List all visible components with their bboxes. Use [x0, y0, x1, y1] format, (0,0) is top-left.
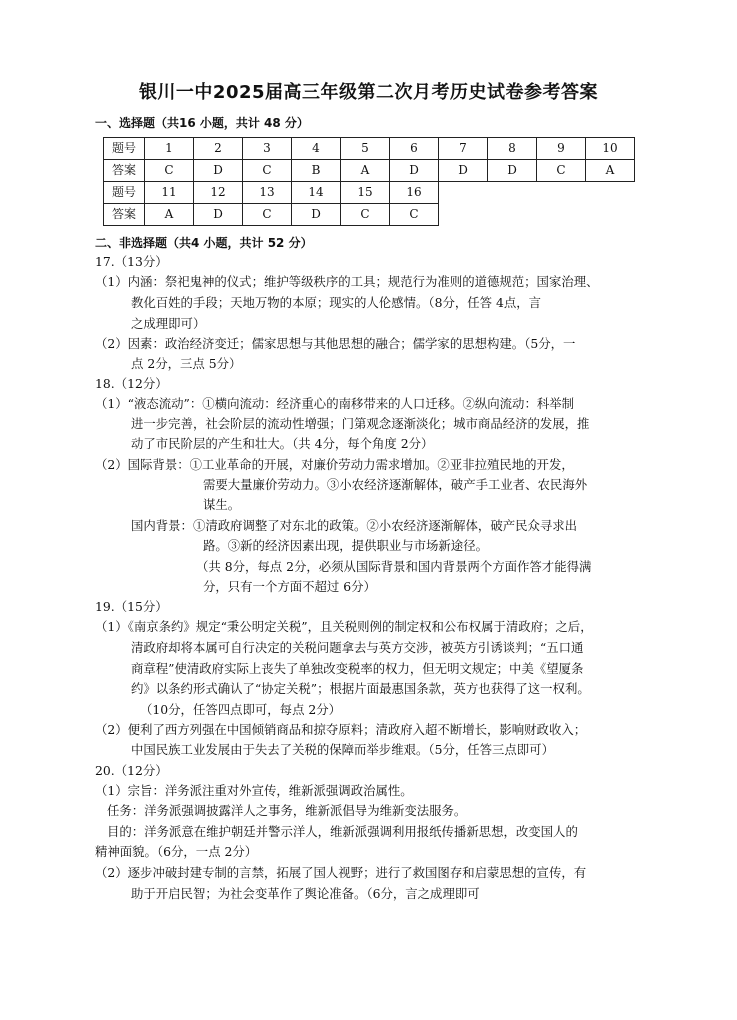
table-cell: C: [243, 160, 292, 182]
table-cell: 2: [194, 138, 243, 160]
answer-line: （共 8分，每点 2分，必须从国际背景和国内背景两个方面作答才能得满: [196, 559, 592, 574]
question-heading: 20.（12分）: [95, 763, 168, 778]
table-cell: 12: [194, 182, 243, 204]
answer-line: 目的：洋务派意在维护朝廷并警示洋人，维新派强调利用报纸传播新思想，改变国人的: [107, 824, 578, 839]
table-row: [104, 204, 635, 226]
table-cell: A: [145, 204, 194, 226]
table-cell: D: [292, 204, 341, 226]
answer-line: 约》以条约形式确认了“协定关税”；根据片面最惠国条款，英方也获得了这一权利。: [131, 681, 590, 696]
table-cell: A: [586, 160, 635, 182]
table-cell: A: [341, 160, 390, 182]
table-row: [104, 138, 635, 160]
table-cell: 13: [243, 182, 292, 204]
answer-line: （1）《南京条约》规定“秉公明定关税”，且关税则例的制定权和公布权属于清政府；之后，: [95, 619, 593, 634]
answer-line: （2）便利了西方列强在中国倾销商品和掠夺原料；清政府入超不断增长，影响财政收入；: [95, 722, 587, 737]
answer-label: 答案: [104, 204, 145, 226]
table-cell: C: [145, 160, 194, 182]
answer-table: [103, 137, 635, 226]
question-number-label: 题号: [104, 182, 145, 204]
table-cell: D: [439, 160, 488, 182]
question-heading: 17.（13分）: [95, 254, 168, 269]
table-cell: 8: [488, 138, 537, 160]
answer-line: 动了市民阶层的产生和壮大。（共 4分，每个角度 2分）: [131, 436, 434, 451]
table-cell: C: [537, 160, 586, 182]
table-row: [104, 160, 635, 182]
table-cell: C: [390, 204, 439, 226]
answer-line: （2）逐步冲破封建专制的言禁，拓展了国人视野；进行了救国图存和启蒙思想的宣传，有: [95, 865, 587, 880]
answer-line: 教化百姓的手段；天地万物的本原；现实的人伦感情。（8分，任答 4点，言: [131, 295, 542, 310]
answer-line: 助于开启民智；为社会变革作了舆论准备。（6分，言之成理即可: [131, 886, 480, 901]
section-1-heading: 一、选择题（共16 小题，共计 48 分）: [95, 116, 309, 130]
table-cell: D: [488, 160, 537, 182]
answer-line: （2）国际背景：①工业革命的开展，对廉价劳动力需求增加。②亚非拉殖民地的开发，: [95, 457, 574, 472]
answer-line: 商章程”使清政府实际上丧失了单独改变税率的权力，但无明文规定；中美《望厦条: [131, 661, 584, 676]
table-cell: C: [341, 204, 390, 226]
section-2-heading: 二、非选择题（共4 小题，共计 52 分）: [95, 236, 313, 250]
answer-label: 答案: [104, 160, 145, 182]
table-cell: 3: [243, 138, 292, 160]
answer-line: （10分，任答四点即可，每点 2分）: [140, 702, 342, 717]
table-cell: 15: [341, 182, 390, 204]
table-cell: C: [243, 204, 292, 226]
answer-line: 中国民族工业发展由于失去了关税的保障而举步维艰。（5分，任答三点即可）: [131, 742, 554, 757]
table-cell: 6: [390, 138, 439, 160]
table-cell: D: [390, 160, 439, 182]
question-number-label: 题号: [104, 138, 145, 160]
page-title: 银川一中2025届高三年级第二次月考历史试卷参考答案: [138, 82, 599, 103]
table-cell: 10: [586, 138, 635, 160]
answer-line: 谋生。: [203, 497, 241, 512]
answer-line: 精神面貌。（6分，一点 2分）: [95, 844, 258, 859]
table-row: [104, 182, 635, 204]
answer-line: （1）宗旨：洋务派注重对外宣传，维新派强调政治属性。: [95, 783, 413, 798]
question-heading: 18.（12分）: [95, 376, 168, 391]
table-cell: 4: [292, 138, 341, 160]
table-cell: B: [292, 160, 341, 182]
answer-line: 路。③新的经济因素出现，提供职业与市场新途径。: [203, 538, 488, 553]
table-cell: 1: [145, 138, 194, 160]
table-cell: 11: [145, 182, 194, 204]
answer-line: 国内背景：①清政府调整了对东北的政策。②小农经济逐渐解体，破产民众寻求出: [131, 518, 578, 533]
answer-line: 之成理即可）: [131, 316, 206, 331]
question-heading: 19.（15分）: [95, 599, 168, 614]
answer-line: （2）因素：政治经济变迁；儒家思想与其他思想的融合；儒学家的思想构建。（5分，一: [95, 336, 576, 351]
table-cell: 5: [341, 138, 390, 160]
answer-line: 需要大量廉价劳动力。③小农经济逐渐解体，破产手工业者、农民海外: [203, 477, 588, 492]
answer-line: 任务：洋务派强调披露洋人之事务，维新派倡导为维新变法服务。: [107, 803, 467, 818]
answer-line: 进一步完善，社会阶层的流动性增强；门第观念逐渐淡化；城市商品经济的发展，推: [131, 416, 590, 431]
answer-line: 分，只有一个方面不超过 6分）: [203, 579, 376, 594]
answer-line: （1）“液态流动”：①横向流动：经济重心的南移带来的人口迁移。②纵向流动：科举制: [95, 396, 575, 411]
table-cell: D: [194, 160, 243, 182]
table-cell: D: [194, 204, 243, 226]
answer-line: 点 2分，三点 5分）: [131, 356, 242, 371]
table-cell: 14: [292, 182, 341, 204]
table-cell: 7: [439, 138, 488, 160]
answer-line: （1）内涵：祭祀鬼神的仪式；维护等级秩序的工具；规范行为准则的道德规范；国家治理、: [95, 274, 599, 289]
table-cell: 9: [537, 138, 586, 160]
answer-line: 清政府却将本属可自行决定的关税问题拿去与英方交涉，被英方引诱谈判；“五口通: [131, 640, 584, 655]
table-cell: 16: [390, 182, 439, 204]
